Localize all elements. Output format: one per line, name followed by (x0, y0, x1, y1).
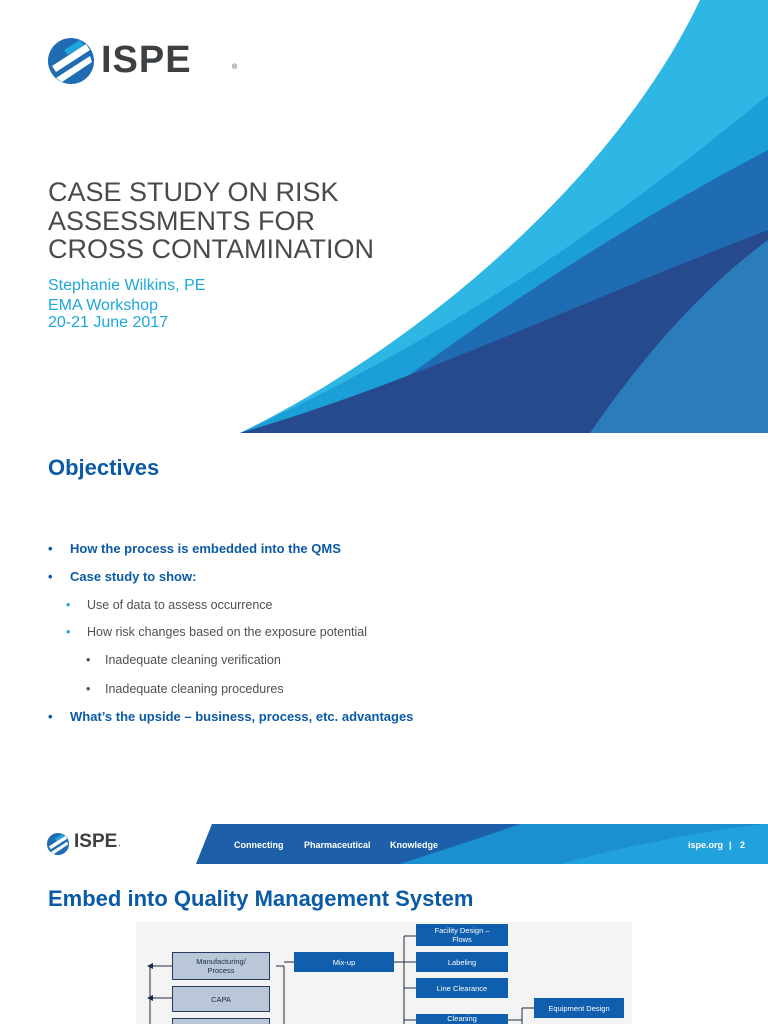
bullet-dot: • (48, 541, 53, 556)
qms-slide (0, 808, 768, 1024)
slide-title: Objectives (48, 455, 160, 480)
logo-dot: . (118, 838, 121, 849)
title-line: CASE STUDY ON RISK (48, 177, 339, 207)
bullet-text: How the process is embedded into the QMS (70, 541, 341, 556)
event-name: EMA Workshop (48, 297, 158, 314)
ispe-logo (46, 36, 246, 88)
bullet-dot: • (86, 653, 91, 667)
labeling-box: Labeling (416, 952, 508, 972)
slide-title: Embed into Quality Management System (48, 886, 474, 911)
qms-diagram (136, 922, 632, 1024)
next-box-partial (172, 1018, 270, 1024)
presenter-name: Stephanie Wilkins, PE (48, 277, 206, 294)
separator: | (729, 840, 732, 850)
logo-wordmark: ISPE (74, 831, 118, 852)
bullet-dot: • (86, 682, 91, 696)
site-url: ispe.org (688, 840, 724, 850)
event-date: 20-21 June 2017 (48, 314, 169, 331)
bullet-text: Inadequate cleaning verification (105, 653, 281, 667)
page-number: 2 (740, 840, 746, 850)
registered-mark: ® (232, 64, 238, 71)
bullet-dot: • (66, 598, 71, 612)
bullet-dot: • (48, 569, 53, 584)
objectives-slide (0, 433, 768, 778)
bar-word: Knowledge (390, 840, 439, 850)
equipment-design-box: Equipment Design (534, 998, 624, 1018)
facility-design-box: Facility Design – Flows (416, 924, 508, 946)
ispe-logo-icon (46, 832, 70, 856)
bullet-text: Inadequate cleaning procedures (105, 682, 284, 696)
manufacturing-process-box: Manufacturing/ Process (172, 952, 270, 980)
bullet-text: Use of data to assess occurrence (87, 598, 273, 612)
bullet-text: What’s the upside – business, process, etc. advantages (70, 709, 414, 724)
ispe-logo-icon (46, 36, 96, 86)
presentation-title (48, 178, 374, 264)
bullet-text: Case study to show: (70, 569, 197, 584)
title-slide (0, 0, 768, 433)
title-line: CROSS CONTAMINATION (48, 234, 375, 264)
bullet-dot: • (66, 625, 71, 639)
bullet-text: How risk changes based on the exposure potential (87, 625, 368, 639)
bar-word: Pharmaceutical (304, 840, 371, 850)
bar-word: Connecting (234, 840, 284, 850)
logo-wordmark: ISPE (101, 39, 192, 81)
mix-up-box: Mix-up (294, 952, 394, 972)
line-clearance-box: Line Clearance (416, 978, 508, 998)
cleaning-box: Cleaning (416, 1014, 508, 1024)
bullet-dot: • (48, 709, 53, 724)
capa-box: CAPA (172, 986, 270, 1012)
title-line: ASSESSMENTS FOR (48, 205, 316, 236)
